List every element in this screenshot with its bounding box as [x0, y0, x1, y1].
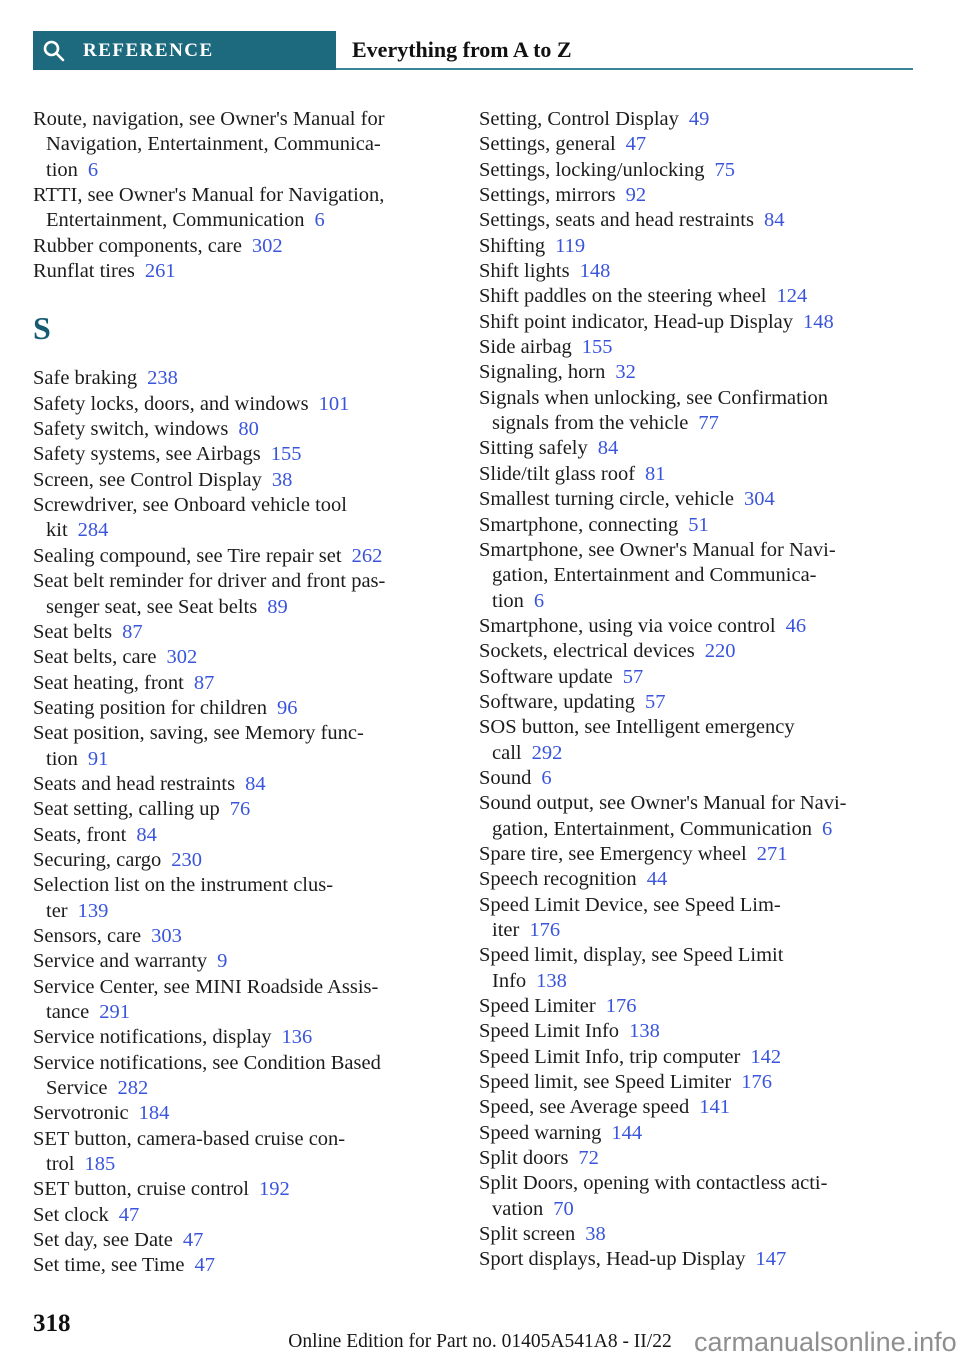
page-link[interactable]: 84	[597, 437, 619, 460]
page-link[interactable]: 91	[87, 747, 109, 770]
page-link[interactable]: 144	[611, 1121, 643, 1144]
page-link[interactable]: 261	[144, 260, 176, 283]
index-entry	[33, 234, 447, 259]
page-link[interactable]: 47	[182, 1229, 204, 1252]
index-entry-line: Sensors, care 303	[33, 924, 182, 947]
index-entry	[479, 259, 916, 284]
index-entry	[479, 1070, 916, 1095]
index-entry-line: SET button, cruise control 192	[33, 1178, 290, 1201]
index-entry	[479, 183, 916, 208]
index-entry	[479, 335, 916, 360]
index-entry	[33, 1203, 447, 1228]
page-link[interactable]: 6	[533, 589, 545, 612]
index-entry-line: Speed warning 144	[479, 1121, 643, 1144]
index-entry-line: Entertainment, Communication 6	[46, 209, 325, 232]
index-entry-line: ter 139	[46, 899, 109, 922]
page-link[interactable]: 81	[645, 462, 666, 485]
index-entry-line: Seat belts, care 302	[33, 646, 198, 669]
index-entry	[33, 671, 447, 696]
page-link[interactable]: 155	[270, 443, 302, 466]
page-link[interactable]: 49	[688, 108, 710, 130]
index-entry-line: Speed Limiter 176	[479, 995, 637, 1018]
page-link[interactable]: 84	[245, 772, 266, 795]
index-entry-line: Split doors 72	[479, 1147, 599, 1170]
index-entry-line: Navigation, Entertainment, Communica-	[46, 133, 381, 156]
index-entry-line: Runflat tires 261	[33, 260, 176, 283]
page-link[interactable]: 84	[763, 209, 785, 232]
index-entry	[33, 183, 447, 234]
index-entry-line: Speed limit, see Speed Limiter 176	[479, 1071, 772, 1094]
reference-section-badge	[33, 31, 336, 70]
index-entry	[479, 1121, 916, 1146]
page-link[interactable]: 302	[251, 234, 283, 257]
index-entries-s-left	[33, 366, 447, 1278]
index-entry	[479, 436, 916, 461]
index-entry	[479, 1247, 916, 1272]
index-entry-line: Securing, cargo 230	[33, 848, 203, 871]
index-entry	[33, 1228, 447, 1253]
index-entry-line: Speed limit, display, see Speed Limit	[479, 944, 784, 967]
index-entry-line: Spare tire, see Emergency wheel 271	[479, 842, 788, 865]
index-entry	[479, 1095, 916, 1120]
index-entry	[479, 386, 916, 437]
index-entry	[33, 417, 447, 442]
page-link[interactable]: 70	[553, 1197, 574, 1220]
index-entry	[479, 690, 916, 715]
page-link[interactable]: 262	[351, 544, 383, 567]
index-entry-line: Speech recognition 44	[479, 868, 668, 891]
index-entry-line: Software, updating 57	[479, 690, 666, 713]
index-entry	[33, 620, 447, 645]
page-link[interactable]: 72	[578, 1147, 599, 1170]
page-link[interactable]: 142	[750, 1045, 782, 1068]
page-link[interactable]: 292	[531, 741, 563, 764]
page-link[interactable]: 6	[314, 209, 325, 232]
index-entry	[479, 1171, 916, 1222]
index-entry-line: Screen, see Control Display 38	[33, 468, 293, 491]
page-link[interactable]: 155	[581, 336, 613, 359]
badge-label: REFERENCE	[83, 39, 214, 61]
index-entry-line: Safety locks, doors, and windows 101	[33, 392, 350, 415]
index-entry	[479, 665, 916, 690]
index-entry-line: Seat position, saving, see Memory func-	[33, 722, 364, 745]
index-entry	[479, 462, 916, 487]
index-entry	[479, 1222, 916, 1247]
index-entry	[33, 442, 447, 467]
index-entry	[33, 1051, 447, 1102]
index-entry-line: signals from the vehicle 77	[492, 412, 719, 435]
index-entry-line: Service 282	[46, 1077, 149, 1100]
page-link[interactable]: 284	[77, 519, 109, 542]
index-entry	[479, 360, 916, 385]
index-entry	[33, 366, 447, 391]
page-title: Everything from A to Z	[352, 37, 572, 62]
index-entry	[33, 696, 447, 721]
index-entry-line: Safety systems, see Airbags 155	[33, 443, 302, 466]
index-entry-line: senger seat, see Seat belts 89	[46, 595, 288, 618]
index-entry	[479, 132, 916, 157]
index-entry-line: tion 91	[46, 747, 109, 770]
index-entry-line: Software update 57	[479, 665, 644, 688]
index-entry	[479, 107, 916, 132]
index-entry-line: Smartphone, connecting 51	[479, 513, 709, 536]
page-link[interactable]: 136	[281, 1026, 313, 1049]
page-link[interactable]: 176	[605, 995, 637, 1018]
page-link[interactable]: 141	[699, 1096, 730, 1119]
index-entry	[33, 721, 447, 772]
index-entry-line: Shift paddles on the steering wheel 124	[479, 285, 808, 308]
index-entry-line: Seats, front 84	[33, 823, 157, 846]
index-entry-line: Slide/tilt glass roof 81	[479, 462, 666, 485]
index-entry	[33, 1253, 447, 1278]
index-entry-line: Service notifications, see Condition Based	[33, 1051, 381, 1074]
watermark: carmanualsonline.info	[694, 1327, 957, 1357]
index-entry-line: Speed Limit Info, trip computer 142	[479, 1045, 782, 1068]
index-entry-line: Service and warranty 9	[33, 950, 228, 973]
index-entry	[33, 797, 447, 822]
index-entry-line: RTTI, see Owner's Manual for Navigation,	[33, 184, 385, 207]
index-entry-line: Shift point indicator, Head-up Display 148	[479, 310, 834, 333]
index-entry-line: Sound 6	[479, 766, 552, 789]
page-link[interactable]: 303	[151, 924, 182, 947]
index-left-column	[33, 107, 447, 1279]
index-entry-line: Service Center, see MINI Roadside Assis-	[33, 975, 379, 998]
page-link[interactable]: 6	[821, 817, 833, 840]
index-entry-line: Shift lights 148	[479, 260, 611, 283]
index-entry-line: Signaling, horn 32	[479, 361, 636, 384]
page-link[interactable]: 148	[803, 310, 834, 333]
index-entry-line: Rubber components, care 302	[33, 234, 283, 257]
page-link[interactable]: 89	[267, 595, 288, 618]
page-link[interactable]: 38	[585, 1223, 606, 1246]
page-link[interactable]: 304	[744, 488, 775, 511]
index-entry-line: Service notifications, display 136	[33, 1026, 313, 1049]
index-entry	[33, 1025, 447, 1050]
index-entry-line: tion 6	[46, 158, 99, 181]
index-entry-line: Seat belt reminder for driver and front pas-	[33, 570, 386, 593]
index-entry-line: Setting, Control Display 49	[479, 108, 710, 130]
index-entry	[479, 234, 916, 259]
index-entry	[33, 848, 447, 873]
section-letter-s: S	[33, 310, 51, 347]
page-link[interactable]: 32	[615, 361, 636, 384]
page-link[interactable]: 6	[541, 766, 552, 789]
index-entry	[479, 715, 916, 766]
index-entry	[479, 614, 916, 639]
page-link[interactable]: 6	[87, 158, 99, 181]
page-link[interactable]: 230	[171, 848, 203, 871]
index-entry-line: Seats and head restraints 84	[33, 772, 266, 795]
index-entry	[33, 569, 447, 620]
page-link[interactable]: 46	[785, 614, 807, 637]
index-entry	[33, 772, 447, 797]
index-entry-line: Smartphone, see Owner's Manual for Navi-	[479, 538, 836, 561]
folio-page-number: 318	[33, 1310, 71, 1337]
index-entry-line: Shifting 119	[479, 234, 586, 257]
index-entry-line: gation, Entertainment, Communication 6	[492, 817, 833, 840]
index-entry	[33, 975, 447, 1026]
page-link[interactable]: 271	[756, 842, 788, 865]
page-link[interactable]: 138	[629, 1020, 660, 1043]
page-link[interactable]: 47	[194, 1254, 215, 1277]
index-entry	[479, 867, 916, 892]
index-entry-line: SOS button, see Intelligent emergency	[479, 716, 795, 739]
index-entry-line: vation 70	[492, 1197, 574, 1220]
page-link[interactable]: 101	[318, 392, 350, 415]
page-link[interactable]: 57	[645, 690, 666, 713]
page-link[interactable]: 84	[136, 823, 157, 846]
index-entry-line: Speed Limit Device, see Speed Lim-	[479, 893, 781, 916]
index-entry	[479, 893, 916, 944]
index-entry-line: Safe braking 238	[33, 367, 178, 390]
index-entry	[33, 107, 447, 183]
index-entry-line: Speed Limit Info 138	[479, 1020, 660, 1043]
index-entry-line: Smallest turning circle, vehicle 304	[479, 488, 775, 511]
page-link[interactable]: 87	[193, 671, 215, 694]
page-link[interactable]: 51	[688, 513, 709, 536]
index-entry	[33, 949, 447, 974]
index-entry-line: Smartphone, using via voice control 46	[479, 614, 807, 637]
index-entry	[33, 493, 447, 544]
page-link[interactable]: 44	[646, 868, 668, 891]
index-entry-line: Split Doors, opening with contactless acti-	[479, 1172, 828, 1195]
index-entry-line: Settings, seats and head restraints 84	[479, 209, 785, 232]
index-entry-line: Selection list on the instrument clus-	[33, 874, 334, 897]
index-entry-line: Sockets, electrical devices 220	[479, 640, 736, 663]
index-entry-line: gation, Entertainment and Communica-	[492, 564, 817, 587]
page-link[interactable]: 176	[529, 919, 561, 941]
index-entry	[33, 1177, 447, 1202]
page-link[interactable]: 184	[138, 1102, 170, 1125]
page-link[interactable]: 291	[99, 1001, 130, 1023]
page-link[interactable]: 92	[625, 184, 647, 207]
page-link[interactable]: 138	[536, 969, 567, 992]
index-entries-s-right	[479, 107, 916, 1273]
page-link[interactable]: 47	[625, 133, 647, 156]
index-entry	[479, 538, 916, 614]
index-entry-line: Sound output, see Owner's Manual for Navi-	[479, 792, 847, 815]
index-entry	[479, 842, 916, 867]
page-link[interactable]: 38	[271, 468, 293, 491]
page-link[interactable]: 238	[147, 367, 178, 390]
index-entry	[479, 766, 916, 791]
page-link[interactable]: 302	[166, 646, 198, 669]
page-link[interactable]: 139	[77, 899, 109, 922]
index-entry	[479, 208, 916, 233]
index-entry	[479, 487, 916, 512]
index-entry-line: Set day, see Date 47	[33, 1229, 204, 1252]
index-entry-line: Settings, general 47	[479, 133, 647, 156]
index-entry-line: tion 6	[492, 589, 545, 612]
page-link[interactable]: 87	[122, 620, 143, 643]
index-entry-line: Route, navigation, see Owner's Manual for	[33, 108, 385, 130]
index-entry-line: Set time, see Time 47	[33, 1254, 215, 1277]
index-entry-line: kit 284	[46, 519, 109, 542]
page-link[interactable]: 76	[229, 798, 251, 821]
index-entry-line: Seat heating, front 87	[33, 671, 215, 694]
index-entry	[479, 994, 916, 1019]
page-link[interactable]: 282	[117, 1077, 149, 1100]
index-entry-line: SET button, camera-based cruise con-	[33, 1127, 346, 1150]
index-entry-line: Split screen 38	[479, 1223, 606, 1246]
header-rule	[336, 68, 913, 70]
page-link[interactable]: 47	[118, 1203, 140, 1226]
index-entry	[479, 1146, 916, 1171]
index-entry-line: trol 185	[46, 1153, 116, 1176]
index-right-column	[479, 107, 916, 1273]
index-entry	[33, 259, 447, 284]
index-entry-line: Seating position for children 96	[33, 696, 298, 719]
index-entry-line: Settings, locking/unlocking 75	[479, 158, 735, 181]
index-entry	[33, 392, 447, 417]
index-entry-line: Seat belts 87	[33, 620, 143, 643]
index-entry	[479, 1019, 916, 1044]
page-link[interactable]: 96	[277, 696, 298, 719]
index-entry-line: tance 291	[46, 1001, 130, 1023]
page-link[interactable]: 75	[714, 158, 735, 181]
index-entry	[479, 284, 916, 309]
index-entry	[33, 823, 447, 848]
index-entry-line: Screwdriver, see Onboard vehicle tool	[33, 494, 347, 517]
index-entry-line: iter 176	[492, 919, 561, 941]
index-entry	[33, 1101, 447, 1126]
page-link[interactable]: 77	[698, 412, 719, 435]
index-entry	[479, 791, 916, 842]
index-entry-line: call 292	[492, 741, 563, 764]
index-entry	[479, 310, 916, 335]
index-entries-r	[33, 107, 447, 284]
page-link[interactable]: 220	[704, 640, 736, 663]
index-entry	[479, 639, 916, 664]
index-entry-line: Sitting safely 84	[479, 437, 619, 460]
index-entry	[479, 943, 916, 994]
index-entry	[479, 1045, 916, 1070]
page-link[interactable]: 176	[741, 1071, 772, 1094]
index-entry-line: Safety switch, windows 80	[33, 418, 259, 441]
page-link[interactable]: 185	[84, 1153, 116, 1176]
index-entry-line: Speed, see Average speed 141	[479, 1096, 730, 1119]
index-entry-line: Signals when unlocking, see Confirmation	[479, 386, 829, 409]
index-entry-line: Info 138	[492, 969, 567, 992]
page-link[interactable]: 124	[776, 285, 808, 308]
magnifier-icon	[42, 39, 66, 63]
index-entry-line: Settings, mirrors 92	[479, 184, 647, 207]
index-entry	[33, 924, 447, 949]
index-entry	[33, 645, 447, 670]
index-entry-line: Sealing compound, see Tire repair set 262	[33, 544, 383, 567]
page-link[interactable]: 80	[238, 418, 259, 441]
index-entry-line: Seat setting, calling up 76	[33, 798, 251, 821]
index-entry	[33, 1127, 447, 1178]
index-entry-line: Set clock 47	[33, 1203, 140, 1226]
page-link[interactable]: 57	[622, 665, 644, 688]
index-entry-line: Side airbag 155	[479, 336, 613, 359]
index-entry	[479, 158, 916, 183]
page-link[interactable]: 148	[579, 260, 611, 283]
page-link[interactable]: 192	[258, 1178, 290, 1201]
index-entry	[33, 468, 447, 493]
page-link[interactable]: 119	[555, 234, 586, 257]
index-entry-line: Sport displays, Head-up Display 147	[479, 1248, 787, 1271]
page-link[interactable]: 9	[217, 950, 228, 973]
index-entry-line: Servotronic 184	[33, 1102, 170, 1125]
index-entry	[33, 873, 447, 924]
index-entry	[33, 544, 447, 569]
edition-note: Online Edition for Part no. 01405A541A8 - II/22	[288, 1331, 672, 1352]
page-link[interactable]: 147	[755, 1248, 787, 1271]
index-entry	[479, 513, 916, 538]
